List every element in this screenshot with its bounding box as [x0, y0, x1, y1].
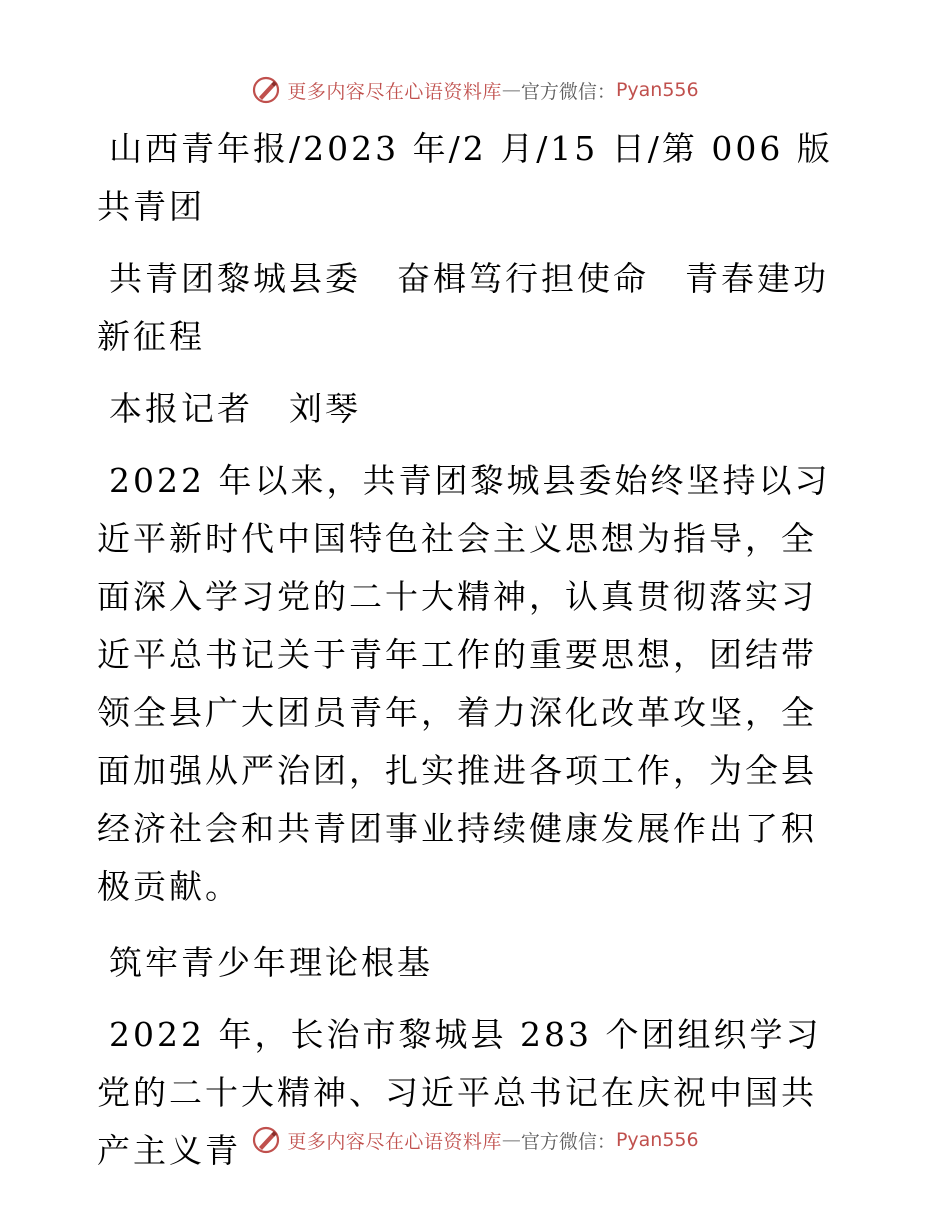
watermark-dash: — [501, 79, 521, 101]
watermark-wechat-id: Pyan556 [615, 1129, 699, 1151]
section-paragraph: 2022 年，长治市黎城县 283 个团组织学习党的二十大精神、习近平总书记在庆祝中国共产主义青 [97, 1015, 822, 1170]
article-body [97, 120, 849, 1194]
article-source: 山西青年报/2023 年/2 月/15 日/第 006 版共青团 [97, 129, 833, 226]
article-byline: 本报记者 刘琴 [109, 389, 361, 428]
watermark-dash: — [501, 1129, 521, 1151]
watermark-text: 更多内容尽在心语资料库 [287, 80, 502, 103]
watermark-footer [0, 1120, 950, 1160]
pen-logo-icon [251, 75, 281, 105]
section-heading: 筑牢青少年理论根基 [109, 943, 433, 982]
watermark-text: 更多内容尽在心语资料库 [287, 1130, 502, 1153]
pen-logo-icon [251, 1125, 281, 1155]
article-intro-paragraph: 2022 年以来，共青团黎城县委始终坚持以习近平新时代中国特色社会主义思想为指导，全面深入学习党的二十大精神，认真贯彻落实习近平总书记关于青年工作的重要思想，团结带领全县广大团员青年，着力深化改革攻坚，全面加强从严治团，扎实推进各项工作，为全县经济社会和共青团事业持续健康发展作出了积极贡献。 [97, 461, 831, 906]
watermark-wechat-label: 官方微信： [520, 80, 616, 103]
article-title: 共青团黎城县委 奋楫笃行担使命 青春建功新征程 [97, 259, 829, 356]
watermark-wechat-id: Pyan556 [615, 79, 699, 101]
watermark-header [0, 70, 950, 110]
watermark-wechat-label: 官方微信： [520, 1130, 616, 1153]
